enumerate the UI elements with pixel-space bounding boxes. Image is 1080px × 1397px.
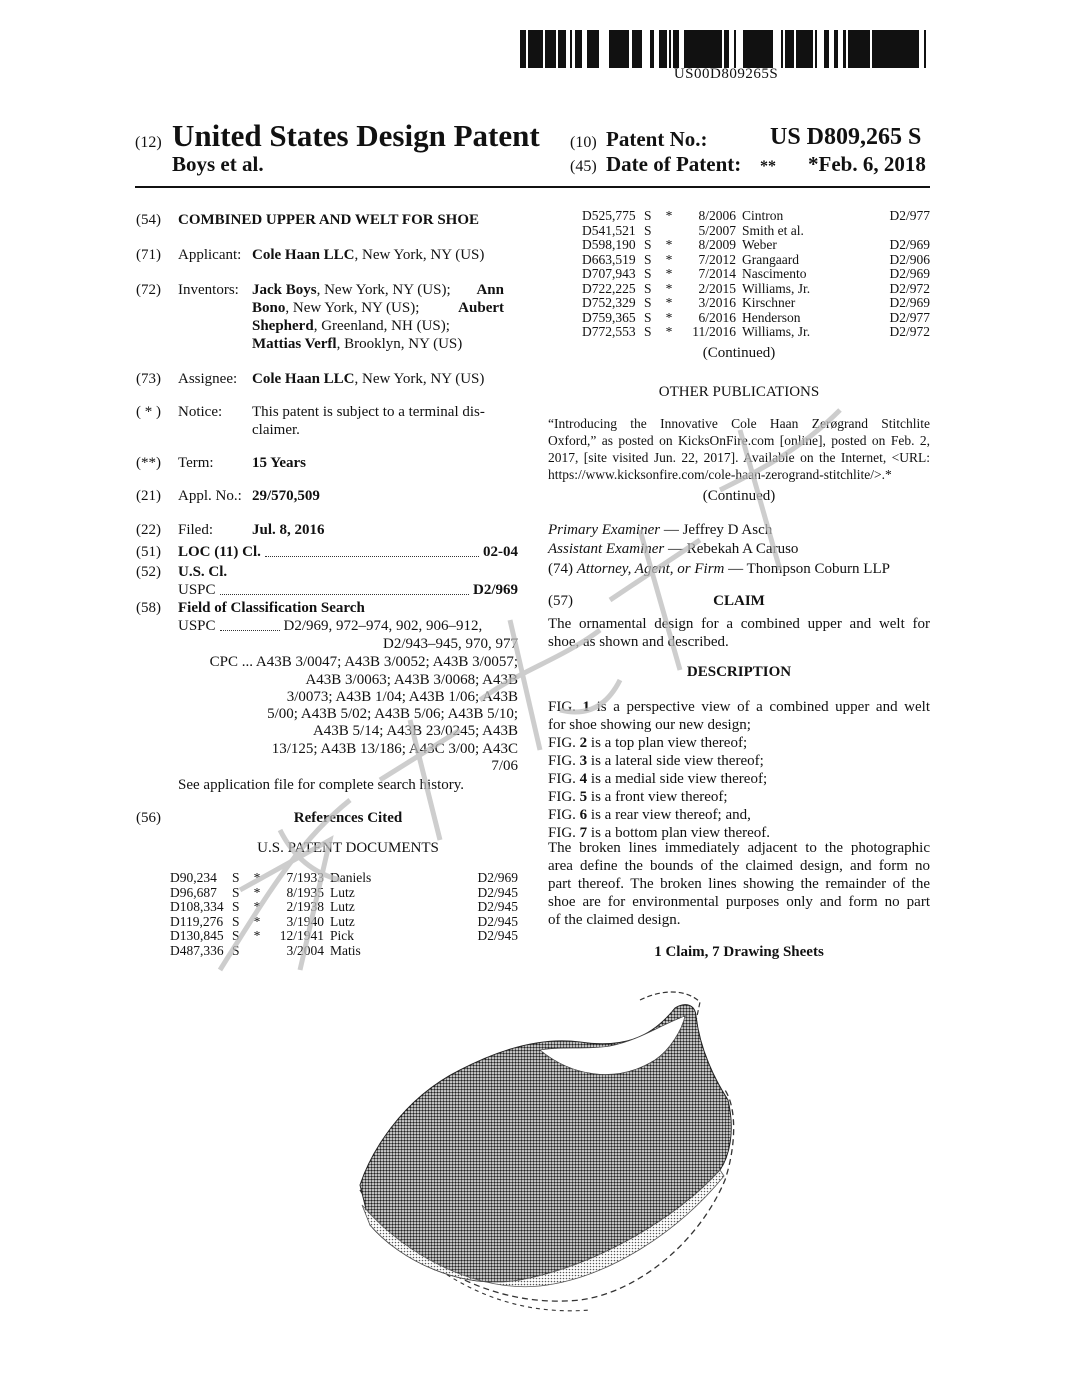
patent-number: US D809,265 S — [770, 124, 922, 150]
reference-star: * — [665, 266, 673, 281]
reference-date: 3/2004 — [286, 942, 324, 958]
reference-number: D90,234 — [170, 870, 217, 885]
code-54: (54) — [136, 212, 161, 228]
reference-number: D663,519 — [582, 251, 636, 267]
broken-lines-note: The broken lines immediately adjacent to the photographic area define the bounds of the claimed design, and form no part thereof. The broken lines showing the remainder of the shoe are for environmental purposes only and form no part of the claimed design. — [548, 840, 930, 928]
reference-name-cell — [330, 871, 472, 886]
reference-name: Henderson — [742, 309, 801, 325]
reference-date: 3/2016 — [698, 295, 736, 310]
reference-name-cell — [330, 886, 472, 901]
field-uspc-l2: D2/943–945, 970, 977 — [383, 636, 518, 652]
reference-name-cell — [330, 915, 472, 930]
description-title: DESCRIPTION — [686, 664, 792, 680]
references-title: References Cited — [293, 810, 403, 826]
patent-number-label: Patent No.: — [606, 127, 708, 151]
reference-kind: S — [232, 942, 240, 958]
reference-kind: S — [644, 266, 652, 281]
reference-class — [472, 944, 518, 959]
reference-date: 3/1940 — [286, 913, 324, 929]
design-title: COMBINED UPPER AND WELT FOR SHOE — [178, 212, 480, 228]
reference-name-cell — [742, 267, 884, 282]
reference-name: Grangaard — [742, 251, 799, 267]
date-label: Date of Patent: — [606, 152, 742, 176]
reference-row — [582, 253, 930, 268]
reference-star: * — [253, 928, 261, 943]
code-10: (10) — [570, 134, 597, 151]
code-21: (21) — [136, 488, 161, 504]
us-patent-docs-title: U.S. PATENT DOCUMENTS — [257, 840, 439, 856]
claim-title: CLAIM — [713, 593, 765, 609]
reference-row — [582, 311, 930, 326]
reference-date: 2/1938 — [286, 899, 324, 914]
code-57: (57) — [548, 593, 573, 609]
reference-row — [582, 296, 930, 311]
reference-name-cell — [330, 900, 472, 915]
reference-date: 8/2009 — [698, 237, 736, 252]
reference-date: 7/2014 — [698, 266, 736, 281]
reference-name: Matis — [330, 942, 361, 958]
reference-number: D525,775 — [582, 208, 636, 223]
reference-number: D707,943 — [582, 266, 636, 281]
primary-examiner: Primary Examiner — Jeffrey D Asch — [548, 522, 773, 538]
reference-row — [582, 267, 930, 282]
cpc-l4: 5/00; A43B 5/02; A43B 5/06; A43B 5/10; — [267, 706, 518, 722]
assignee-value: Cole Haan LLC, New York, NY (US) — [252, 371, 485, 387]
reference-class: D2/972 — [889, 324, 930, 339]
reference-class: D2/972 — [889, 280, 930, 296]
code-73: (73) — [136, 371, 161, 387]
continued-pubs: (Continued) — [702, 488, 776, 504]
reference-kind: S — [232, 899, 240, 914]
field-search-label: Field of Classification Search — [178, 600, 365, 616]
reference-name-cell — [742, 253, 884, 268]
description-line: FIG. 5 is a front view thereof; — [548, 789, 728, 805]
reference-name: Williams, Jr. — [742, 324, 811, 339]
cpc-l5: A43B 5/14; A43B 23/0245; A43B — [312, 723, 518, 739]
reference-name: Pick — [330, 928, 355, 943]
reference-date: 7/2012 — [698, 251, 736, 267]
reference-kind: S — [232, 870, 240, 885]
reference-date: 11/2016 — [692, 324, 736, 339]
reference-name: Smith et al. — [742, 222, 804, 238]
reference-name: Cintron — [742, 208, 784, 223]
reference-class: D2/977 — [889, 208, 930, 223]
reference-class: D2/945 — [477, 899, 518, 914]
us-cl-label: U.S. Cl. — [178, 564, 228, 580]
shoe-figure — [340, 980, 760, 1320]
reference-row — [582, 224, 930, 239]
applicant-value: Cole Haan LLC, New York, NY (US) — [252, 247, 485, 263]
appl-no-value: 29/570,509 — [252, 488, 320, 504]
description-line: FIG. 6 is a rear view thereof; and, — [548, 807, 751, 823]
reference-star: * — [665, 324, 673, 339]
reference-number: D487,336 — [170, 942, 224, 958]
inventors-value: Jack Boys, New York, NY (US); Ann Bono, New York, NY (US); Aubert Shepherd, Greenland, NH (US); Mattias Verfl, Brooklyn, NY (US) — [252, 282, 504, 352]
reference-kind: S — [644, 295, 652, 310]
reference-kind: S — [232, 884, 240, 900]
reference-kind: S — [644, 309, 652, 325]
reference-star: * — [665, 309, 673, 325]
reference-name: Lutz — [330, 884, 355, 900]
reference-name-cell — [742, 224, 884, 239]
reference-star: * — [253, 913, 261, 929]
reference-kind: S — [644, 280, 652, 296]
cpc-l7: 7/06 — [491, 758, 518, 774]
reference-date: 8/1935 — [286, 884, 324, 900]
reference-name: Lutz — [330, 913, 355, 929]
description-list — [548, 698, 930, 842]
reference-name-cell — [742, 238, 884, 253]
cpc-l1: CPC ... A43B 3/0047; A43B 3/0052; A43B 3/0057; — [209, 654, 518, 670]
continued-refs: (Continued) — [702, 345, 776, 361]
reference-star: * — [665, 295, 673, 310]
description-line: FIG. 7 is a bottom plan view thereof. — [548, 825, 771, 841]
description-line: FIG. 1 is a perspective view of a combined upper and welt — [548, 699, 930, 715]
reference-name-cell — [330, 929, 472, 944]
description-line: for shoe showing our new design; — [548, 717, 751, 733]
reference-kind: S — [232, 928, 240, 943]
code-45: (45) — [570, 158, 597, 175]
reference-class: D2/945 — [477, 913, 518, 929]
reference-star — [658, 224, 680, 239]
cpc-l6: 13/125; A43B 13/186; A43C 3/00; A43C — [271, 741, 518, 757]
search-history-note: See application file for complete search history. — [178, 777, 465, 793]
reference-date: 7/1933 — [286, 870, 324, 885]
reference-star: * — [253, 884, 261, 900]
reference-class: D2/977 — [889, 309, 930, 325]
reference-class: D2/945 — [477, 884, 518, 900]
reference-row — [582, 325, 930, 340]
reference-name-cell — [742, 311, 884, 326]
code-52: (52) — [136, 564, 161, 580]
appl-no-label: Appl. No.: — [178, 488, 242, 504]
reference-star: * — [665, 237, 673, 252]
attorney: (74) Attorney, Agent, or Firm — Thompson Coburn LLP — [548, 561, 890, 577]
reference-number: D96,687 — [170, 884, 217, 900]
code-71: (71) — [136, 247, 161, 263]
reference-star: * — [665, 208, 673, 223]
reference-kind: S — [644, 251, 652, 267]
publication-citation: “Introducing the Innovative Cole Haan Zerøgrand Stitchlite Oxford,” as posted on KicksOnFire.com [online], posted on Feb. 2, 2017, [site visited Jun. 22, 2017]. Available on the Internet, <URL: https://www.kicksonfire.com/cole-haan-zerogrand-stitchlite/>.* — [548, 416, 930, 482]
reference-class: D2/969 — [889, 237, 930, 252]
reference-class: D2/945 — [477, 928, 518, 943]
reference-name: Williams, Jr. — [742, 280, 811, 296]
reference-kind: S — [232, 913, 240, 929]
reference-number: D108,334 — [170, 899, 224, 914]
cpc-l2: A43B 3/0063; A43B 3/0068; A43B — [305, 672, 518, 688]
right-column — [548, 0, 930, 980]
code-58: (58) — [136, 600, 161, 616]
barcode-number: US00D809265S — [673, 66, 779, 82]
reference-number: D752,329 — [582, 295, 636, 310]
reference-name-cell — [742, 282, 884, 297]
code-22: (22) — [136, 522, 161, 538]
reference-number: D598,190 — [582, 237, 636, 252]
reference-star: * — [665, 280, 673, 296]
reference-number: D722,225 — [582, 280, 636, 296]
reference-name-cell — [742, 209, 884, 224]
reference-class: D2/969 — [889, 266, 930, 281]
reference-date: 5/2007 — [698, 222, 736, 238]
other-publications-title: OTHER PUBLICATIONS — [658, 384, 820, 400]
reference-row — [170, 944, 518, 959]
reference-star: * — [253, 899, 261, 914]
notice-value: This patent is subject to a terminal dis- claimer. — [252, 404, 485, 438]
reference-row — [170, 929, 518, 944]
cpc-l3: 3/0073; A43B 1/04; A43B 1/06; A43B — [286, 689, 518, 705]
reference-name: Nascimento — [742, 266, 807, 281]
left-column — [0, 0, 540, 980]
reference-number: D119,276 — [170, 913, 224, 929]
reference-name-cell — [742, 296, 884, 311]
patent-date: *Feb. 6, 2018 — [808, 152, 926, 176]
term-label: Term: — [178, 455, 214, 471]
applicant-label: Applicant: — [178, 247, 242, 263]
reference-date: 8/2006 — [698, 208, 736, 223]
reference-row — [582, 209, 930, 224]
reference-class — [884, 224, 930, 239]
reference-row — [170, 871, 518, 886]
code-notice: ( * ) — [136, 404, 161, 420]
reference-number: D541,521 — [582, 222, 636, 238]
reference-number: D772,553 — [582, 324, 636, 339]
filed-value: Jul. 8, 2016 — [252, 522, 325, 538]
reference-star — [246, 944, 268, 959]
reference-name-cell — [330, 944, 472, 959]
reference-number: D759,365 — [582, 309, 636, 325]
reference-row — [170, 915, 518, 930]
description-line: FIG. 2 is a top plan view thereof; — [548, 735, 748, 751]
description-line: FIG. 3 is a lateral side view thereof; — [548, 753, 764, 769]
loc-row: LOC (11) Cl. 02-04 — [178, 544, 518, 560]
code-51: (51) — [136, 544, 161, 560]
reference-name: Daniels — [330, 870, 372, 885]
reference-star: * — [665, 251, 673, 267]
claim-text: The ornamental design for a combined upper and welt for shoe, as shown and described. — [548, 616, 930, 650]
reference-date: 2/2015 — [698, 280, 736, 296]
date-stars: ** — [760, 158, 776, 175]
code-term: (**) — [136, 455, 161, 471]
assistant-examiner: Assistant Examiner — Rebekah A Caruso — [548, 541, 799, 557]
reference-row — [582, 238, 930, 253]
term-value: 15 Years — [252, 455, 307, 471]
reference-kind: S — [644, 208, 652, 223]
shoe-upper — [360, 1005, 731, 1282]
reference-date: 12/1941 — [279, 928, 324, 943]
code-12: (12) — [135, 134, 162, 151]
reference-star: * — [253, 870, 261, 885]
document-title: United States Design Patent — [172, 118, 540, 153]
reference-name: Weber — [742, 237, 777, 252]
claims-summary: 1 Claim, 7 Drawing Sheets — [654, 944, 824, 960]
reference-kind: S — [644, 324, 652, 339]
reference-row — [170, 900, 518, 915]
reference-name: Kirschner — [742, 295, 796, 310]
reference-class: D2/969 — [889, 295, 930, 310]
left-references-table — [170, 871, 518, 958]
reference-name: Lutz — [330, 899, 355, 914]
right-references-table — [582, 209, 930, 340]
assignee-label: Assignee: — [178, 371, 238, 387]
reference-kind: S — [644, 222, 652, 238]
inventors-label: Inventors: — [178, 282, 239, 298]
reference-row — [582, 282, 930, 297]
reference-number: D130,845 — [170, 928, 224, 943]
reference-class: D2/906 — [889, 251, 930, 267]
reference-kind: S — [644, 237, 652, 252]
filed-label: Filed: — [178, 522, 214, 538]
reference-row — [170, 886, 518, 901]
uspc-row: USPC D2/969 — [178, 582, 518, 598]
reference-class: D2/969 — [477, 870, 518, 885]
code-72: (72) — [136, 282, 161, 298]
field-uspc-row: USPC D2/969, 972–974, 902, 906–912, — [178, 618, 483, 634]
notice-label: Notice: — [178, 404, 223, 420]
inventor-short: Boys et al. — [172, 152, 264, 176]
description-line: FIG. 4 is a medial side view thereof; — [548, 771, 768, 787]
reference-date: 6/2016 — [698, 309, 736, 325]
code-56: (56) — [136, 810, 161, 826]
reference-name-cell — [742, 325, 884, 340]
